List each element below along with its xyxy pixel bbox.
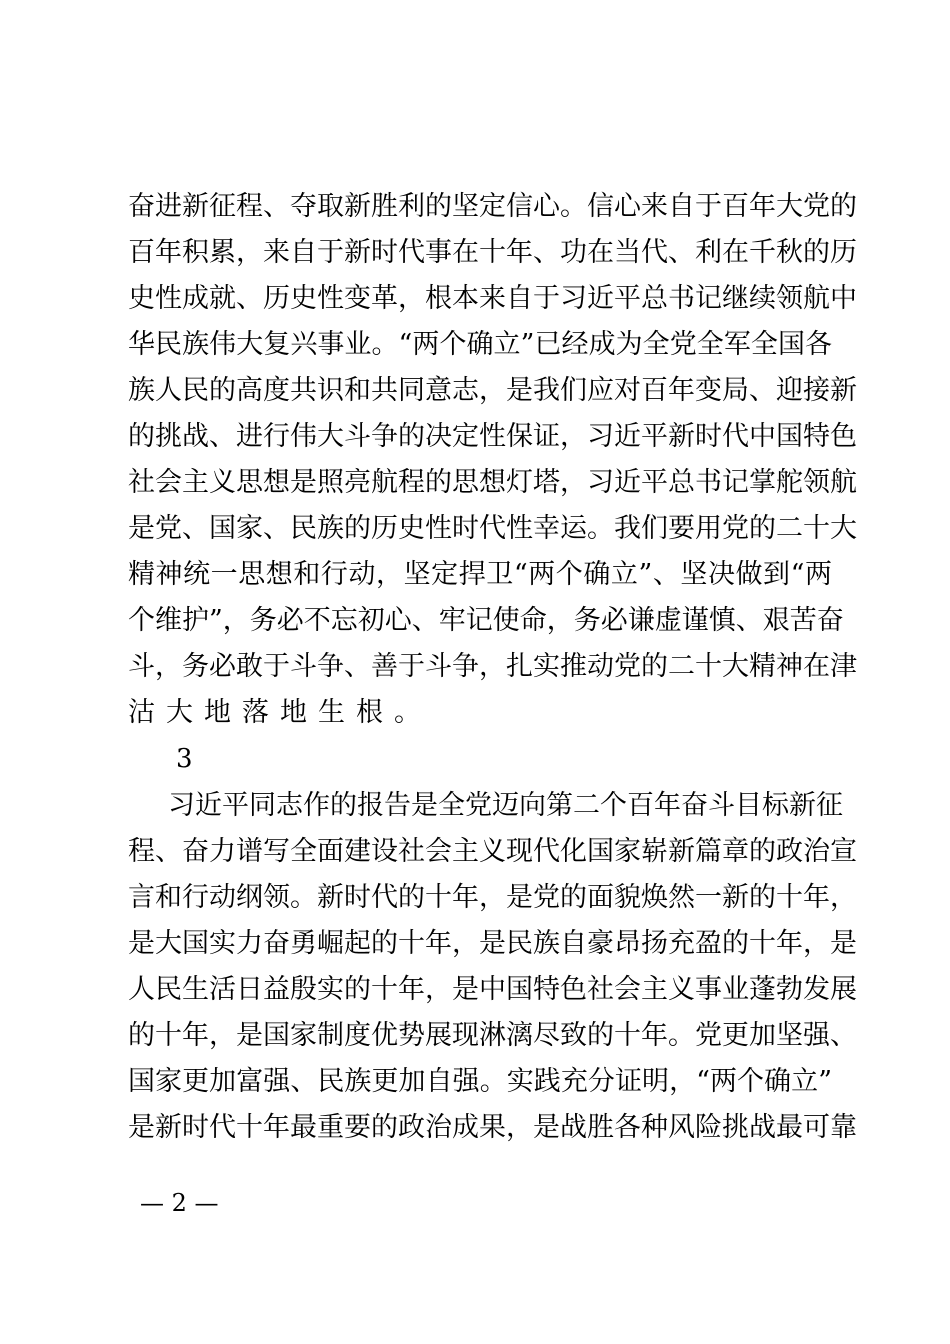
text-line: 是新时代十年最重要的政治成果，是战胜各种风险挑战最可靠	[128, 1112, 857, 1143]
text-line: 人民生活日益殷实的十年，是中国特色社会主义事业蓬勃发展	[128, 974, 857, 1005]
section-number: 3	[176, 744, 193, 774]
text-line: 个维护”，务必不忘初心、牢记使命，务必谦虚谨慎、艰苦奋	[128, 605, 844, 636]
text-line: 史性成就、历史性变革，根本来自于习近平总书记继续领航中	[128, 283, 857, 314]
text-line: 程、奋力谱写全面建设社会主义现代化国家崭新篇章的政治宣	[128, 836, 857, 867]
text-line: 言和行动纲领。新时代的十年，是党的面貌焕然一新的十年，	[128, 882, 857, 913]
text-line: 精神统一思想和行动，坚定捍卫“两个确立”、坚决做到“两	[128, 559, 832, 590]
text-line: 国家更加富强、民族更加自强。实践充分证明，“两个确立”	[128, 1066, 832, 1097]
text-line: 斗，务必敢于斗争、善于斗争，扎实推动党的二十大精神在津	[128, 651, 857, 682]
text-line: 习近平同志作的报告是全党迈向第二个百年奋斗目标新征	[168, 790, 843, 821]
text-line: 华民族伟大复兴事业。“两个确立”已经成为全党全军全国各	[128, 329, 832, 360]
page-number: — 2 —	[140, 1189, 219, 1217]
text-line: 是大国实力奋勇崛起的十年，是民族自豪昂扬充盈的十年，是	[128, 928, 857, 959]
text-line: 的十年，是国家制度优势展现淋漓尽致的十年。党更加坚强、	[128, 1020, 857, 1051]
text-line: 奋进新征程、夺取新胜利的坚定信心。信心来自于百年大党的	[128, 191, 857, 222]
text-line: 沽大地落地生根。	[128, 697, 432, 728]
text-line: 的挑战、进行伟大斗争的决定性保证，习近平新时代中国特色	[128, 421, 857, 452]
text-line: 百年积累，来自于新时代事在十年、功在当代、利在千秋的历	[128, 237, 857, 268]
text-line: 是党、国家、民族的历史性时代性幸运。我们要用党的二十大	[128, 513, 857, 544]
text-line: 社会主义思想是照亮航程的思想灯塔，习近平总书记掌舵领航	[128, 467, 857, 498]
text-line: 族人民的高度共识和共同意志，是我们应对百年变局、迎接新	[128, 375, 857, 406]
